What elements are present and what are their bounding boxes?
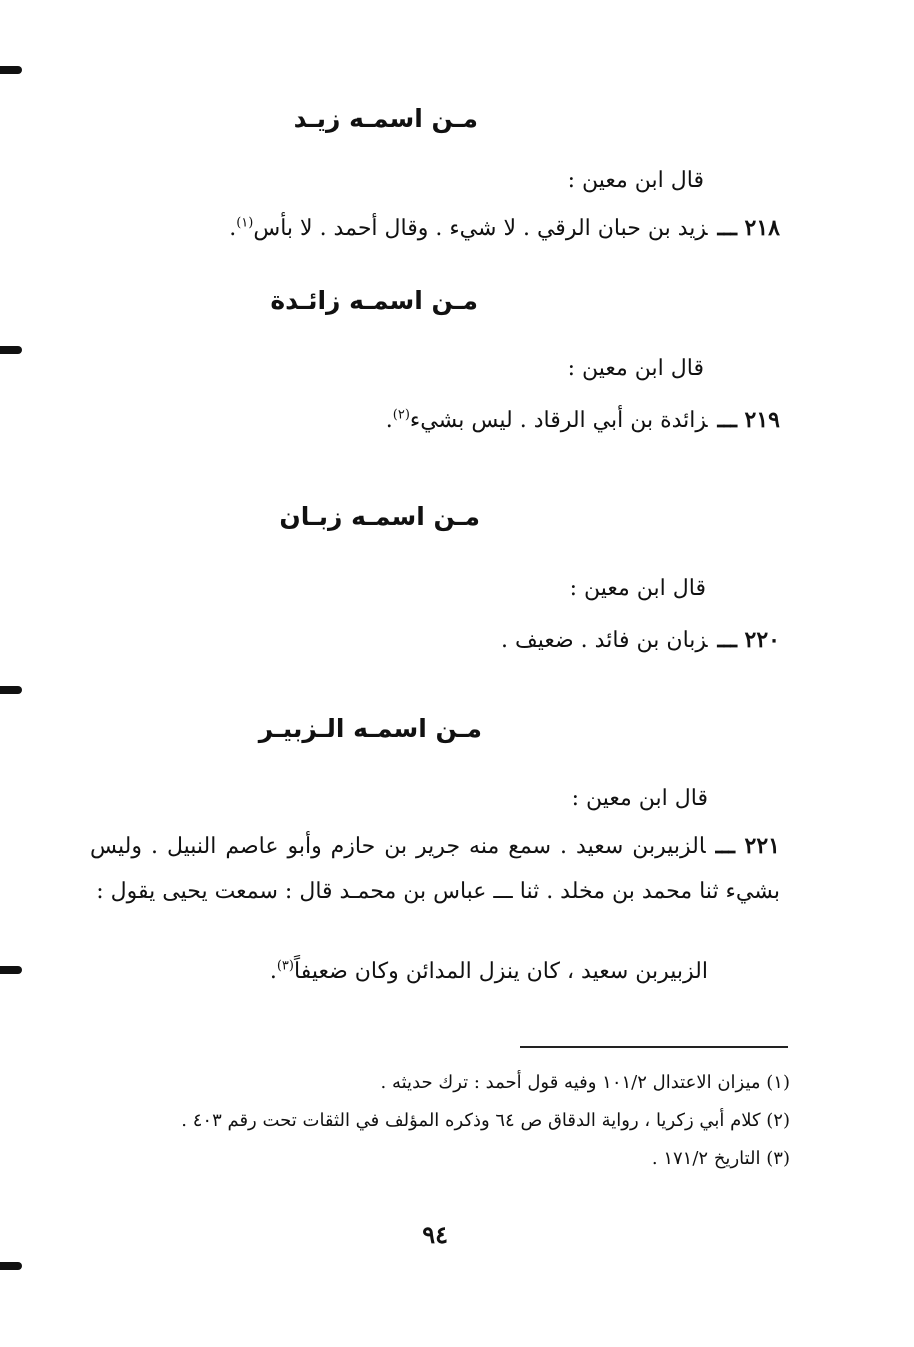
entry-number: ٢١٨ ـــ bbox=[717, 215, 780, 241]
section-heading: مـن اسمـه الـزبيـر bbox=[258, 714, 482, 743]
footnote-ref: (٢) bbox=[392, 407, 410, 423]
entry-end: . bbox=[229, 216, 237, 241]
narrator-line: قال ابن معين : bbox=[567, 168, 704, 193]
scan-edge-mark bbox=[0, 66, 22, 74]
entry-number: ٢١٩ ـــ bbox=[717, 407, 780, 433]
page-number: ٩٤ bbox=[422, 1220, 448, 1249]
entry-number: ٢٢١ ـــ bbox=[715, 833, 780, 859]
section-heading: مـن اسمـه زائـدة bbox=[270, 286, 478, 315]
narrator-line: قال ابن معين : bbox=[569, 576, 706, 601]
footnote-3: (٣) التاريخ ١٧١/٢ . bbox=[651, 1148, 790, 1169]
entry-end: . bbox=[385, 408, 393, 433]
footnote-2: (٢) كلام أبي زكريا ، رواية الدقاق ص ٦٤ وذكره المؤلف في الثقات تحت رقم ٤٠٣ . bbox=[181, 1110, 790, 1131]
entry-text: زائدة بن أبي الرقاد . ليس بشيء bbox=[409, 408, 708, 433]
footnote-1: (١) ميزان الاعتدال ١٠١/٢ وفيه قول أحمد : ترك حديثه . bbox=[380, 1072, 790, 1093]
footnote-ref: (٣) bbox=[276, 958, 294, 974]
section-heading: مـن اسمـه زبـان bbox=[279, 502, 480, 531]
scan-edge-mark bbox=[0, 1262, 22, 1270]
entry-text: الزبيربن سعيد ، كان ينزل المدائن وكان ضعيفاً bbox=[293, 959, 708, 984]
entry-221-continuation bbox=[270, 950, 708, 994]
footnote-separator bbox=[520, 1046, 788, 1048]
entry-number: ٢٢٠ ـــ bbox=[717, 627, 780, 653]
entry-218 bbox=[229, 206, 780, 251]
entry-end: . bbox=[269, 959, 277, 984]
narrator-line: قال ابن معين : bbox=[571, 786, 708, 811]
footnote-ref: (١) bbox=[236, 215, 254, 231]
entry-221 bbox=[90, 824, 780, 914]
scan-edge-mark bbox=[0, 966, 22, 974]
entry-219 bbox=[386, 398, 780, 443]
entry-text: زبان بن فائد . ضعيف . bbox=[501, 628, 708, 653]
narrator-line: قال ابن معين : bbox=[567, 356, 704, 381]
section-heading: مـن اسمـه زيـد bbox=[293, 104, 478, 133]
entry-text: الزبيربن سعيد . سمع منه جرير بن حازم وأبو عاصم النبيل . وليس بشيء ثنا محمد بن مخلد . ثنا ـــ عباس بن محمـد قال : سمعت يحيى يقول : bbox=[90, 834, 780, 904]
scan-edge-mark bbox=[0, 686, 22, 694]
entry-220 bbox=[501, 618, 780, 663]
entry-text: زيد بن حبان الرقي . لا شيء . وقال أحمد . لا بأس bbox=[253, 216, 708, 241]
scan-edge-mark bbox=[0, 346, 22, 354]
